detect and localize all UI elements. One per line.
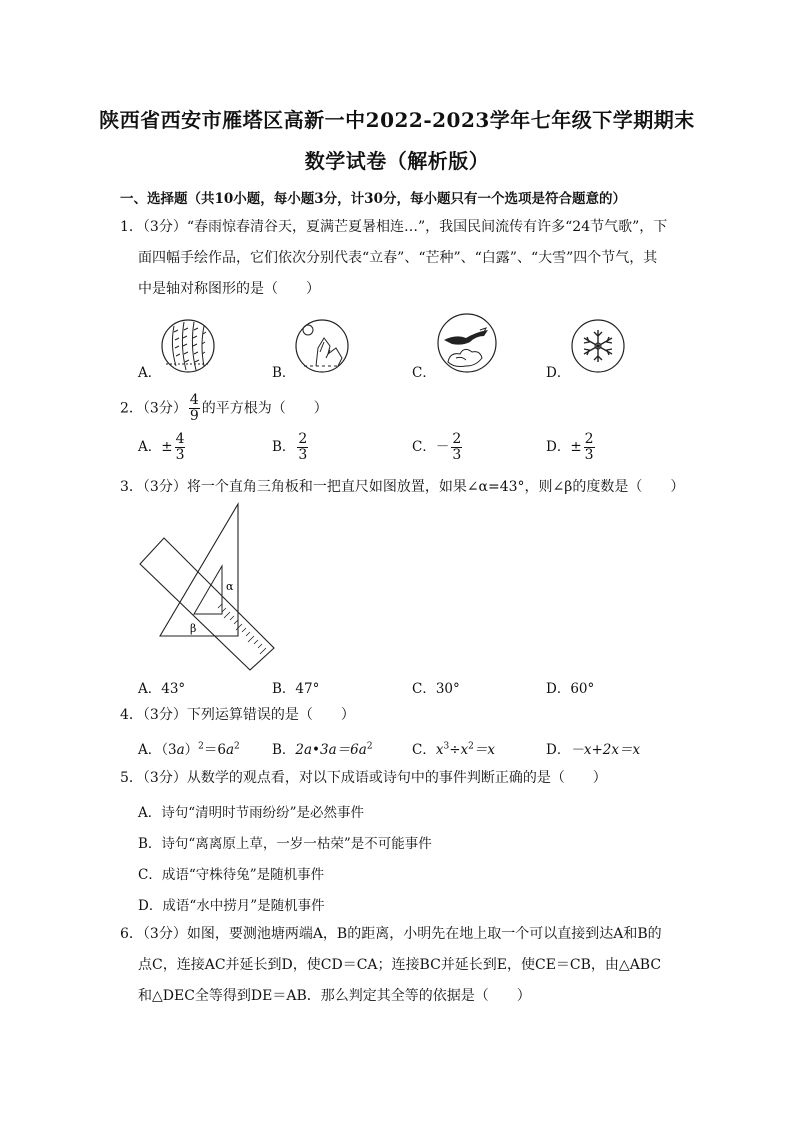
q4-c-div: ÷	[449, 742, 461, 758]
q1-line1: 1．（3分）“春雨惊春清谷天，夏满芒夏暑相连…”，我国民间流传有许多“24节气歌”，下	[120, 219, 668, 235]
q2-fraction	[189, 393, 200, 424]
q1-option-c: C．	[412, 365, 436, 381]
q5-stem: 5．（3分）从数学的观点看，对以下成语或诗句中的事件判断正确的是（ ）	[120, 770, 607, 786]
q4-a-exp2: 2	[234, 741, 240, 752]
q6-line1: 6．（3分）如图，要测池塘两端A，B的距离，小明先在地上取一个可以直接到达A和B的	[120, 926, 662, 942]
alpha-label: α	[226, 580, 234, 593]
q5-option-a: A．诗句“清明时节雨纷纷”是必然事件	[138, 805, 365, 821]
q1-option-d: D．	[546, 365, 571, 381]
dew-icon	[436, 312, 498, 374]
q1-option-b: B．	[272, 365, 296, 381]
section-heading: 一、选择题（共10小题，每小题3分，计30分，每小题只有一个选项是符合题意的）	[120, 191, 626, 207]
q4-option-d	[546, 738, 640, 758]
q4-c-exp1: 3	[443, 741, 450, 752]
q2-b-fraction	[297, 432, 308, 463]
q4-b-text: 2a•3a＝6a	[295, 742, 367, 758]
q2-d-den: 3	[584, 447, 594, 463]
q4-option-b	[272, 738, 373, 758]
q4-d-text: －x+2x＝x	[570, 742, 641, 758]
spring-icon	[160, 318, 216, 374]
q5-option-b: B．诗句“离离原上草，一岁一枯荣”是不可能事件	[138, 836, 432, 852]
q4-a-paren: ）	[184, 742, 199, 758]
q4-c-x2: x	[460, 742, 469, 758]
q6-line3: 和△DEC全等得到DE＝AB．那么判定其全等的依据是（ ）	[138, 988, 531, 1004]
q5-option-c: C．成语“守株待兔”是随机事件	[138, 867, 325, 883]
q2-stem	[120, 393, 328, 424]
q2-prefix: 2．（3分）	[120, 400, 187, 417]
q1-line2: 面四幅手绘作品，它们依次分别代表“立春”、“芒种”、“白露”、“大雪”四个节气，其	[138, 250, 658, 266]
q2-b-num: 2	[298, 431, 308, 447]
q4-d-label: D．	[546, 742, 571, 758]
q4-a-label: A．（3	[138, 742, 177, 758]
q2-c-den: 3	[452, 447, 462, 463]
q2-b-den: 3	[298, 447, 308, 463]
q2-a-label: A．	[138, 439, 162, 455]
beta-label: β	[190, 622, 197, 635]
q2-b-label: B．	[272, 439, 296, 455]
q3-stem: 3．（3分）将一个直角三角板和一把直尺如图放置，如果∠α=43°，则∠β的度数是（ ）	[120, 479, 685, 495]
q2-c-sign: －	[435, 439, 450, 455]
q2-a-den: 3	[175, 447, 185, 463]
q2-d-sign: ±	[570, 439, 582, 455]
q3-option-d: D．60°	[546, 681, 595, 697]
q5-option-d: D．成语“水中捞月”是随机事件	[138, 898, 325, 914]
q4-a-exp: 2	[198, 741, 204, 752]
q2-frac-num: 4	[189, 392, 199, 408]
q4-c-label: C．	[412, 742, 436, 758]
page-title-line2: 数学试卷（解析版）	[304, 149, 490, 173]
grain-icon	[294, 318, 350, 374]
q2-a-sign: ±	[161, 439, 173, 455]
q4-a-var2: a	[225, 742, 235, 758]
q6-line2: 点C，连接AC并延长到D，使CD＝CA；连接BC并延长到E，使CE＝CB，由△ABC	[138, 957, 662, 973]
q4-option-c	[412, 738, 495, 758]
q2-suffix: 的平方根为（ ）	[201, 400, 328, 417]
q2-d-fraction	[584, 432, 595, 463]
q2-option-d	[546, 432, 597, 463]
q4-c-eq: ＝x	[473, 742, 495, 758]
q4-b-exp: 2	[366, 741, 373, 752]
q2-d-num: 2	[584, 431, 594, 447]
q2-a-num: 4	[175, 431, 185, 447]
q2-option-b	[272, 432, 310, 463]
q1-option-a: A．	[138, 365, 162, 381]
q3-option-a: A．43°	[138, 681, 186, 697]
snowflake-icon	[570, 318, 626, 374]
q1-line3: 中是轴对称图形的是（ ）	[138, 281, 320, 297]
q3-option-b: B．47°	[272, 681, 320, 697]
q3-option-c: C．30°	[412, 681, 460, 697]
q2-frac-den: 9	[189, 408, 199, 424]
q4-b-label: B．	[272, 742, 296, 758]
q2-a-fraction	[175, 432, 186, 463]
q4-option-a	[138, 738, 240, 758]
q2-d-label: D．	[546, 439, 571, 455]
q2-c-fraction	[451, 432, 462, 463]
q2-c-label: C．	[412, 439, 436, 455]
ruler-triangle-figure	[136, 500, 278, 672]
q4-c-exp2: 2	[468, 741, 474, 752]
page-title-line1: 陕西省西安市雁塔区高新一中2022-2023学年七年级下学期期末	[99, 108, 695, 132]
q2-c-num: 2	[452, 431, 462, 447]
q4-a-var: a	[176, 742, 185, 758]
q4-c-x1: x	[435, 742, 444, 758]
q2-option-a	[138, 432, 187, 463]
q2-option-c	[412, 432, 464, 463]
q4-a-eq: ＝6	[203, 742, 226, 758]
q4-stem: 4．（3分）下列运算错误的是（ ）	[120, 707, 355, 723]
